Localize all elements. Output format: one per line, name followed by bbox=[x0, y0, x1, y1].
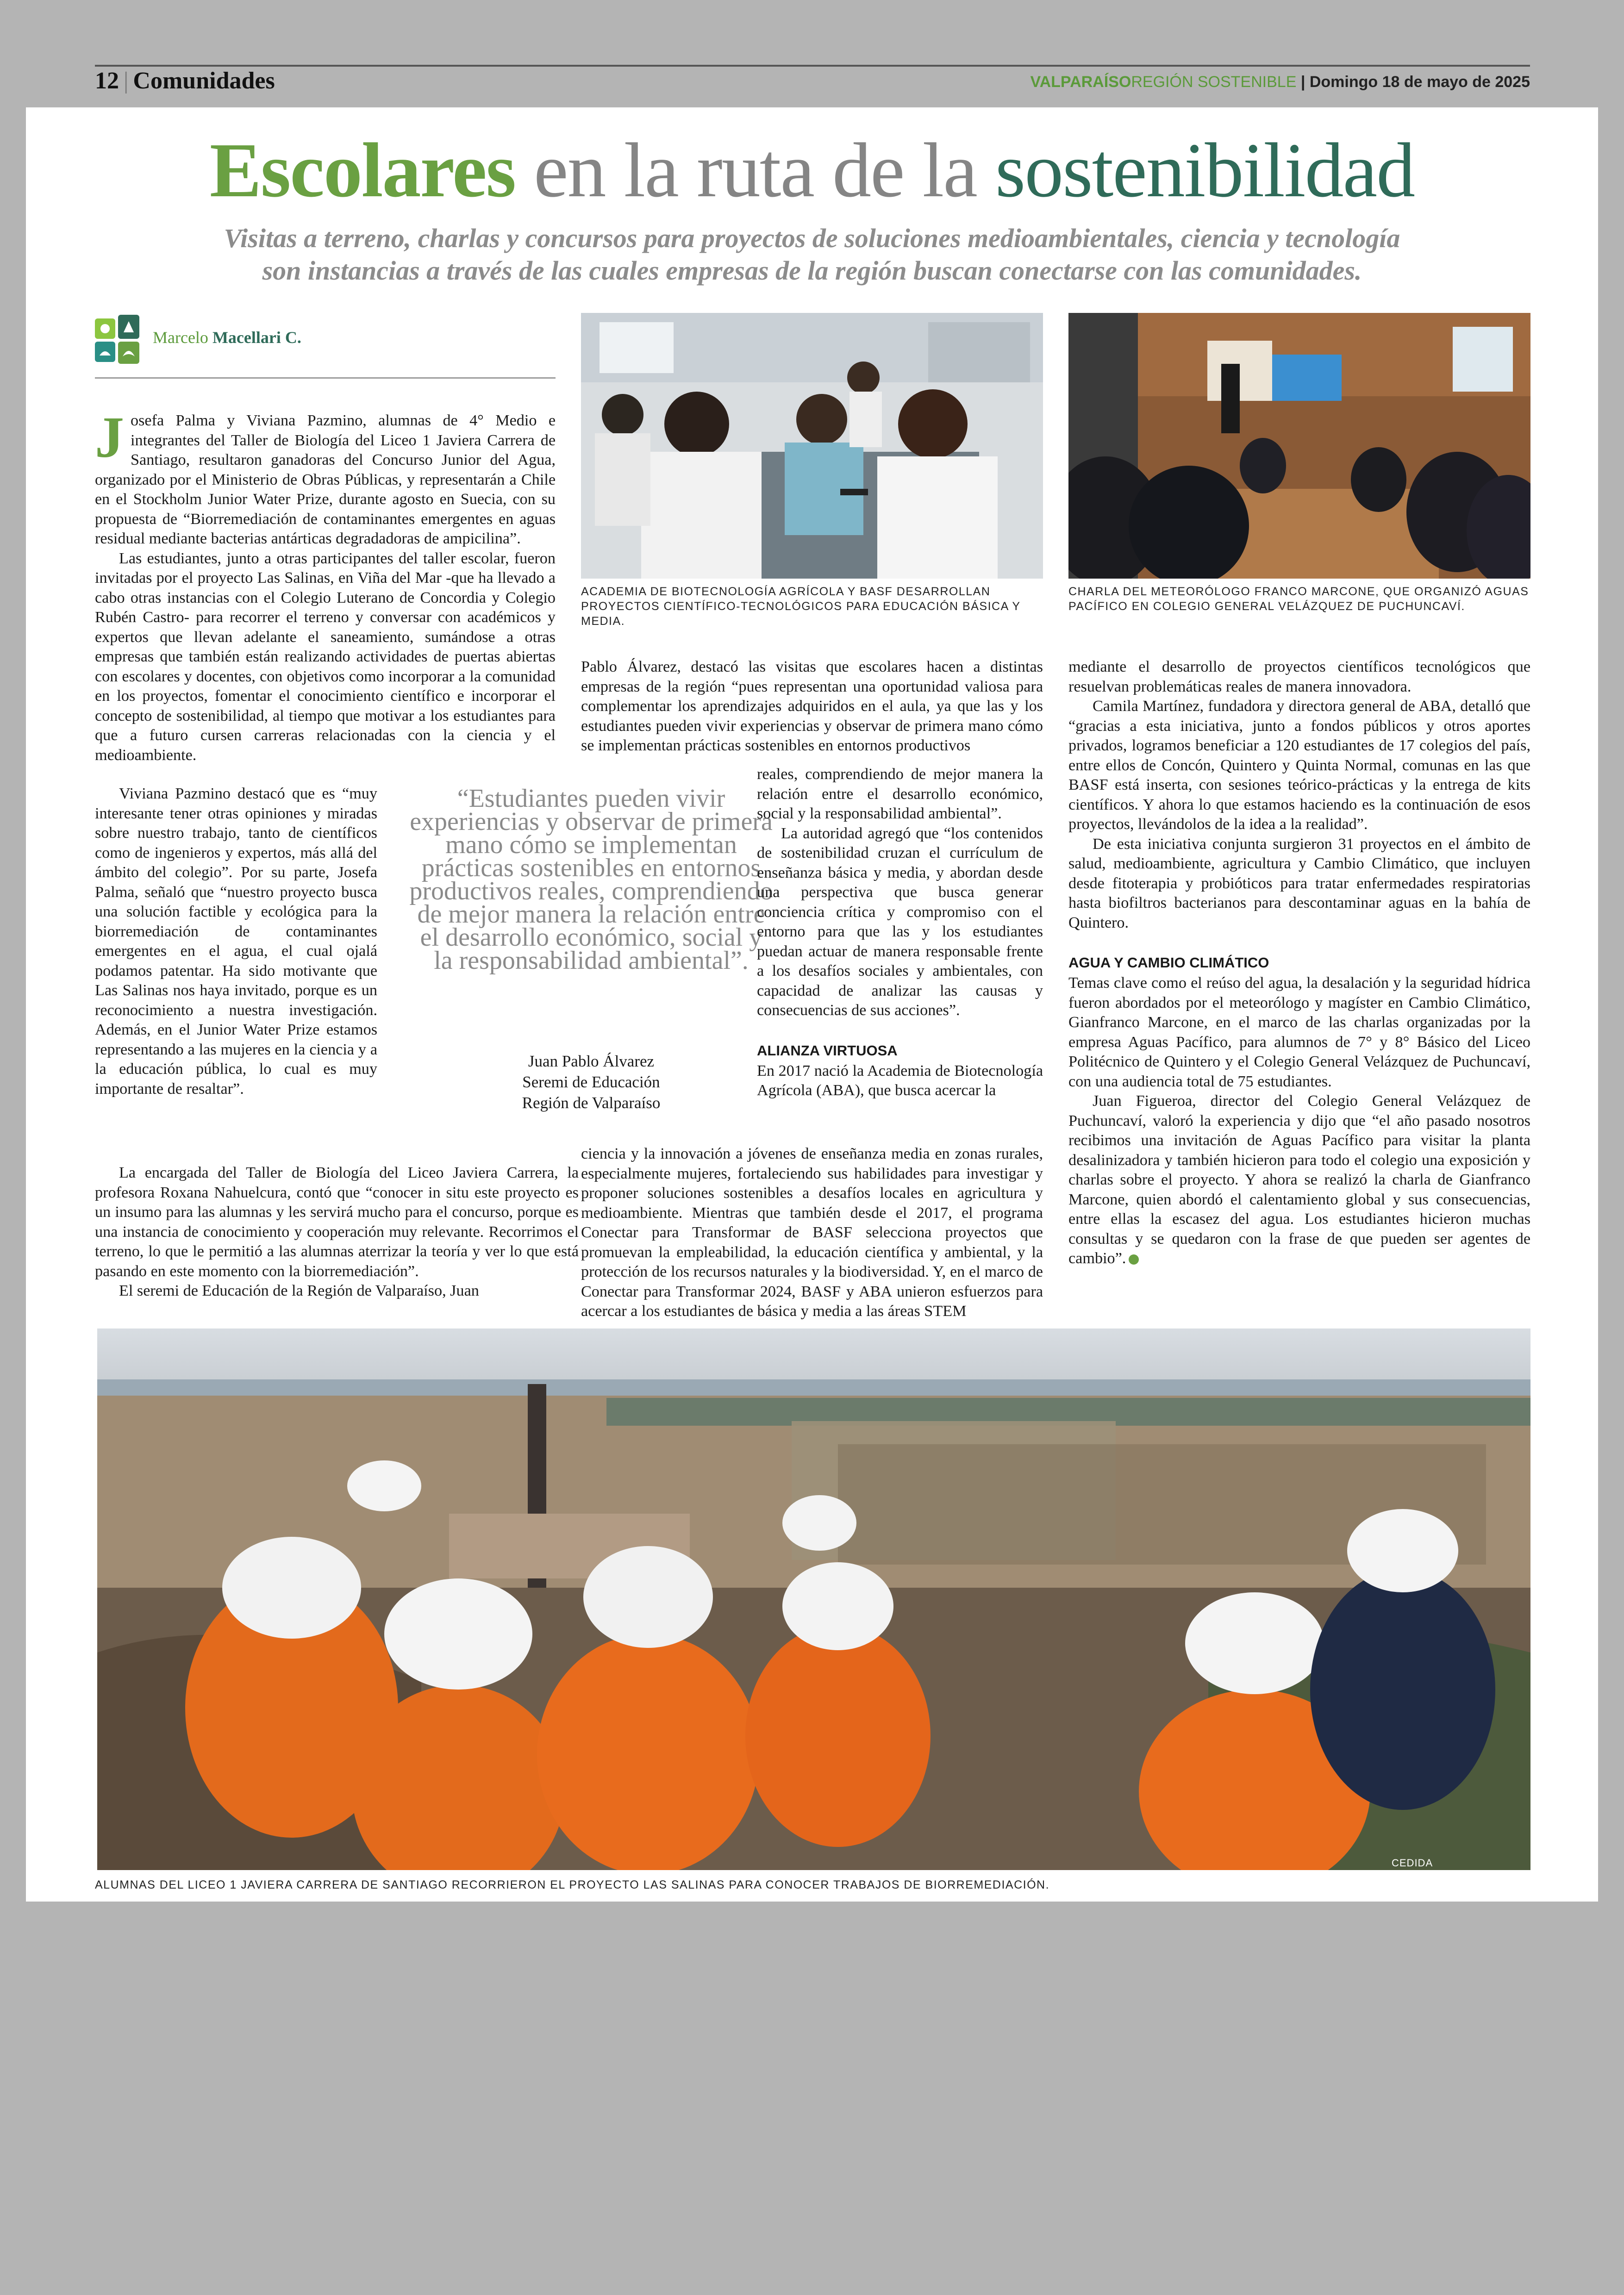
pull-quote: “Estudiantes pueden vivir experiencias y observar de primera mano cómo se implementan prácticas sostenibles en entornos productivos reales, comprendiendo de mejor manera la relación entre el desarrollo económico, social y la responsabilidad ambiental”. bbox=[409, 784, 773, 975]
subtitle-line1: Visitas a terreno, charlas y concursos para proyectos de soluciones medioambientales, ciencia y tecnología bbox=[224, 223, 1400, 253]
column-3 bbox=[1068, 657, 1530, 1269]
paragraph-8: La autoridad agregó que “los contenidos de sostenibilidad cruzan el currículum de enseñanza básica y media, y abordan desde una perspectiva que busca generar conciencia crítica y compromiso con el entorno para que las y los estudiantes puedan actuar de manera responsable frente a los desafíos sociales y ambientales, con capacidad de analizar las causas y consecuencias de sus acciones”. bbox=[757, 824, 1043, 1019]
paragraph-9: En 2017 nació la Academia de Biotecnología Agrícola (ABA), que busca acercar la bbox=[757, 1062, 1043, 1099]
main-photo bbox=[97, 1328, 1530, 1870]
paragraph-15: Juan Figueroa, director del Colegio General Velázquez de Puchuncaví, valoró la experiencia y dijo que “el año pasado nosotros recibimos una invitación de Aguas Pacífico para visitar la planta desalinizadora y también hicieron para todo el colegio una exposición y charlas sobre el proyecto. Y ahora se realizó la charla de Gianfranco Marcone, quien abordó el calentamiento global y sus consecuencias, entre ellas la escasez del agua. Los estudiantes hicieron muchas consultas y se quedaron con la frase de que pueden ser agentes de cambio”. bbox=[1068, 1092, 1530, 1267]
column-2-bottom bbox=[581, 1144, 1043, 1322]
section-name: Comunidades bbox=[133, 68, 275, 94]
subtitle-line2: son instancias a través de las cuales empresas de la región buscan conectarse con las comunidades. bbox=[262, 256, 1362, 286]
column-2-right bbox=[757, 765, 1043, 1101]
page-header-brand: VALPARAÍSOREGIÓN SOSTENIBLE | Domingo 18 de mayo de 2025 bbox=[1030, 73, 1530, 91]
subhead-alianza: ALIANZA VIRTUOSA bbox=[757, 1042, 898, 1059]
talk-photo-caption: CHARLA DEL METEORÓLOGO FRANCO MARCONE, QUE ORGANIZÓ AGUAS PACÍFICO EN COLEGIO GENERAL VELÁZQUEZ DE PUCHUNCAVÍ. bbox=[1068, 585, 1529, 613]
paragraph-11: mediante el desarrollo de proyectos científicos tecnológicos que resuelvan problemáticas reales de manera innovadora. bbox=[1068, 658, 1530, 695]
pull-quote-role2: Región de Valparaíso bbox=[522, 1094, 661, 1112]
page-header-section: 12 | Comunidades bbox=[95, 68, 275, 94]
brand-part1: VALPARAÍSO bbox=[1030, 73, 1131, 91]
column-1-top bbox=[95, 405, 556, 765]
paragraph-12: Camila Martínez, fundadora y directora general de ABA, detalló que “gracias a esta iniciativa, junto a fondos públicos y otros aportes privados, logramos beneficiar a 120 estudiantes de 17 colegios del país, entre ellos de Concón, Quintero y Quinta Normal, comunas en las que BASF está inserta, con sesiones teórico-prácticas y la entrega de kits científicos. Y ahora lo que estamos haciendo es la continuación de esos proyectos, llevándolos de la idea a la realidad”. bbox=[1068, 698, 1530, 833]
author-byline bbox=[153, 328, 301, 347]
region-sostenible-logo-icon bbox=[95, 315, 139, 364]
headline-word-sostenibilidad: sostenibilidad bbox=[995, 127, 1415, 213]
author-first-name: Marcelo bbox=[153, 328, 212, 347]
headline bbox=[0, 126, 1624, 215]
paragraph-7: reales, comprendiendo de mejor manera la relación entre el desarrollo económico, social y la responsabilidad ambiental”. bbox=[757, 766, 1043, 822]
pull-quote-name: Juan Pablo Álvarez bbox=[528, 1052, 655, 1070]
headline-middle: en la ruta de la bbox=[515, 127, 995, 213]
subhead-agua: AGUA Y CAMBIO CLIMÁTICO bbox=[1068, 954, 1269, 971]
end-mark-icon bbox=[1129, 1254, 1139, 1265]
photo-credit: CEDIDA bbox=[1392, 1857, 1433, 1869]
paragraph-5: El seremi de Educación de la Región de Valparaíso, Juan bbox=[119, 1282, 479, 1299]
paragraph-13: De esta iniciativa conjunta surgieron 31 proyectos en el ámbito de salud, medioambiente, agricultura y Cambio Climático, que incluyen desde fitoterapia y probióticos para tratar enfermedades respiratorias hasta biofiltros bacterianos para descontaminar aguas en la bahía de Quintero. bbox=[1068, 835, 1530, 931]
author-divider bbox=[95, 377, 556, 379]
drop-cap: J bbox=[95, 405, 124, 470]
paragraph-3: Viviana Pazmino destacó que es “muy interesante tener otras opiniones y miradas sobre nuestro trabajo, tanto de científicos como de ingenieros y expertos, más allá del ámbito del colegio”. Por su parte, Josefa Palma, señaló que “nuestro proyecto busca una solución factible y ecológica para la biorremediación de contaminantes emergentes en el agua, el cual ojalá podamos patentar. Ha sido motivante que Las Salinas nos haya invitado, porque es un reconocimiento a nuestra investigación. Además, en el Junior Water Prize estamos representando a las mujeres en la ciencia y a la educación pública, lo cual es muy importante de resaltar”. bbox=[95, 785, 377, 1098]
paragraph-1: osefa Palma y Viviana Pazmino, alumnas de 4° Medio e integrantes del Taller de Biología del Liceo 1 Javiera Carrera de Santiago, resultaron ganadoras del Concurso Junior del Agua, organizado por el Ministerio de Obras Públicas, y representarán a Chile en el Stockholm Junior Water Prize, durante agosto en Suecia, con su propuesta de “Biorremediación de contaminantes emergentes en aguas residual mediante bacterias antárticas degradadoras de ampicilina”. bbox=[95, 412, 556, 547]
column-1-bottom bbox=[95, 1163, 579, 1301]
paragraph-10: ciencia y la innovación a jóvenes de enseñanza media en zonas rurales, especialmente mujeres, fortaleciendo sus habilidades para investigar y proponer soluciones sostenibles a desafíos locales en agricultura y medioambiente. Mientras que también desde el 2017, el programa Conectar para Transformar de BASF selecciona proyectos que promuevan la empleabilidad, la educación científica y ambiental, y la protección de los recursos naturales y la biodiversidad. Y, en el marco de Conectar para Transformar 2024, BASF y ABA unieron esfuerzos para acercar a los estudiantes de básica y media a las áreas STEM bbox=[581, 1145, 1043, 1320]
author-last-name: Macellari C. bbox=[212, 328, 301, 347]
subtitle bbox=[162, 222, 1462, 287]
brand-part2: REGIÓN SOSTENIBLE bbox=[1131, 73, 1297, 91]
issue-date: Domingo 18 de mayo de 2025 bbox=[1309, 73, 1530, 91]
lab-photo-caption: ACADEMIA DE BIOTECNOLOGÍA AGRÍCOLA Y BASF DESARROLLAN PROYECTOS CIENTÍFICO-TECNOLÓGICOS PARA EDUCACIÓN BÁSICA Y MEDIA. bbox=[581, 585, 1021, 628]
main-photo-caption: ALUMNAS DEL LICEO 1 JAVIERA CARRERA DE SANTIAGO RECORRIERON EL PROYECTO LAS SALINAS PARA CONOCER TRABAJOS DE BIORREMEDIACIÓN. bbox=[95, 1878, 1050, 1891]
column-1-narrow bbox=[95, 784, 377, 1099]
header-top-rule bbox=[95, 65, 1530, 67]
paragraph-4: La encargada del Taller de Biología del Liceo Javiera Carrera, la profesora Roxana Nahuelcura, contó que “conocer in situ este proyecto es un insumo para las alumnas y les servirá mucho para el concurso, porque es una instancia de conocimiento y cooperación muy relevante. Recorrimos el terreno, lo que le permitió a las alumnas aterrizar la teoría y ver lo que está pasando en este momento con la biorremediación”. bbox=[95, 1164, 579, 1280]
pull-quote-role1: Seremi de Educación bbox=[522, 1073, 660, 1091]
talk-photo bbox=[1068, 313, 1530, 579]
paragraph-6: Pablo Álvarez, destacó las visitas que escolares hacen a distintas empresas de la región “pues representan una oportunidad valiosa para complementar los aprendizajes adquiridos en el aula, ya que las y los estudiantes pueden vivir experiencias y observar de primera mano cómo se implementan prácticas sostenibles en entornos productivos bbox=[581, 658, 1043, 754]
column-2-top bbox=[581, 657, 1043, 756]
paragraph-14: Temas clave como el reúso del agua, la desalación y la seguridad hídrica fueron abordados por el meteorólogo y magíster en Cambio Climático, Gianfranco Marcone, en el marco de las charlas organizadas por la empresa Aguas Pacífico, para alumnos de 7° y 8° Básico del Liceo Politécnico de Quintero y el Colegio General Velázquez de Puchuncaví, con una audiencia total de 75 estudiantes. bbox=[1068, 974, 1530, 1090]
headline-word-escolares: Escolares bbox=[209, 127, 516, 213]
paragraph-2: Las estudiantes, junto a otras participantes del taller escolar, fueron invitadas por el proyecto Las Salinas, en Viña del Mar -que ha llevado a cabo otras instancias con el Colegio Luterano de Concordia y Colegio Rubén Castro- para recorrer el terreno y conversar con académicos y expertos que llevan adelante el saneamiento, sumándose a otras empresas que también están realizando actividades de puertas abiertas con escolares y docentes, con objetivos como incorporar a la comunidad en los proyectos, fomentar el conocimiento científico e incorporar el concepto de sostenibilidad, al tiempo que motivar a los estudiantes para que a futuro cursen carreras relacionadas con la ciencia y el medioambiente. bbox=[95, 549, 556, 764]
pull-quote-credit bbox=[408, 1051, 774, 1113]
lab-photo bbox=[581, 313, 1043, 579]
page-number: 12 bbox=[95, 68, 119, 94]
